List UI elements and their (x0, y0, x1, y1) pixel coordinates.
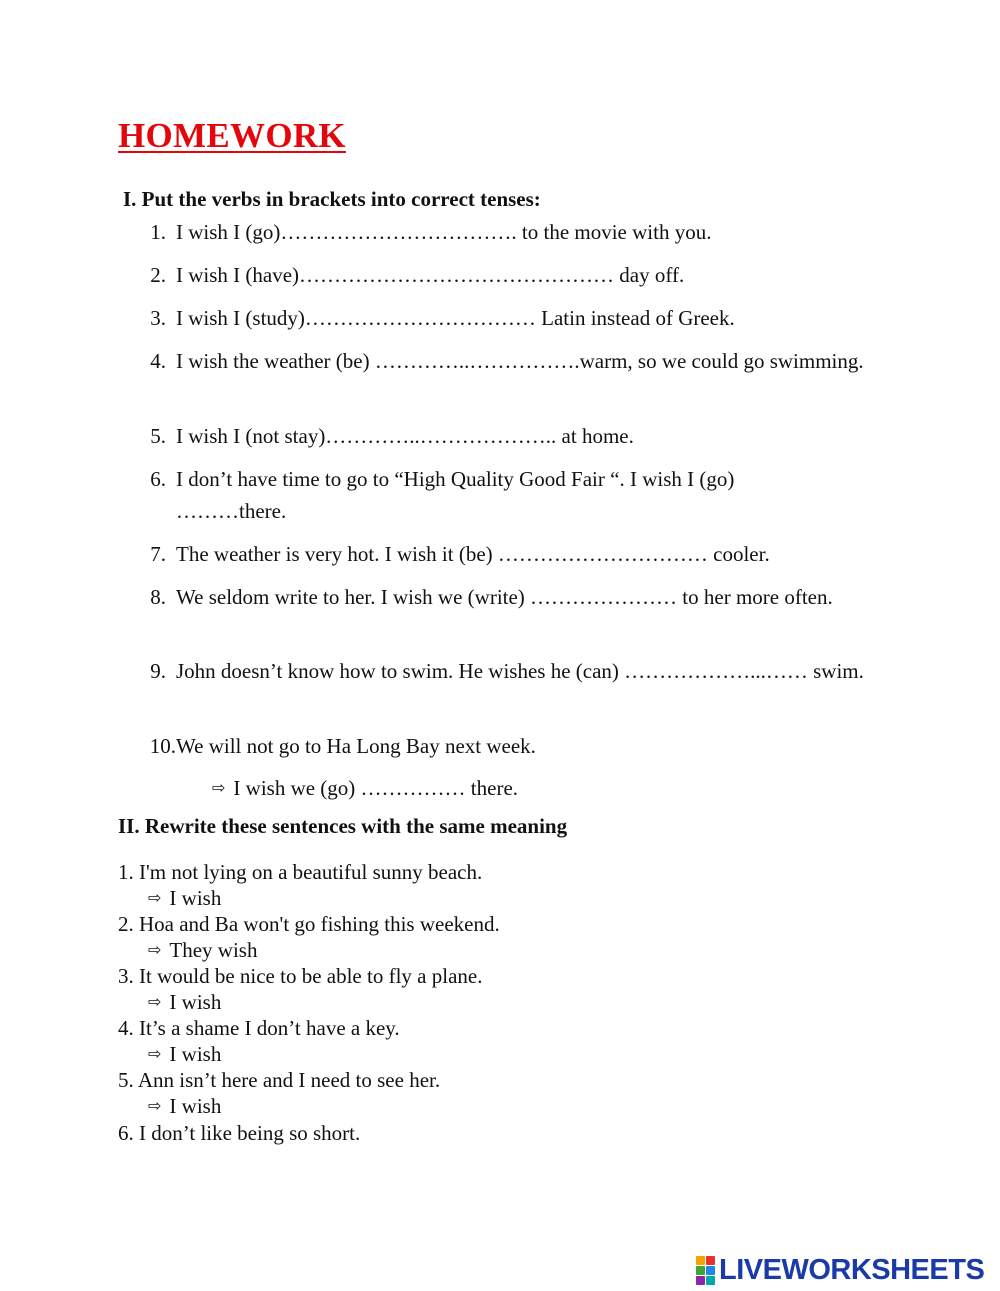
question-number: 5. (150, 424, 166, 448)
arrow-right-icon: ⇨ (148, 992, 162, 1011)
question-number: 3. (150, 306, 166, 330)
question-text: I wish I (go)……………………………. to the movie with you. (176, 220, 712, 244)
rewrite-answer-2[interactable] (148, 938, 257, 963)
question-2 (150, 259, 866, 291)
answer-prefix: I wish (169, 886, 222, 910)
rewrite-answer-5[interactable] (148, 1094, 221, 1119)
question-number: 10. (149, 734, 176, 758)
rewrite-answer-3[interactable] (148, 990, 221, 1015)
question-4 (150, 345, 866, 377)
question-text: I wish I (study)…………………………… Latin instead of Greek. (176, 306, 735, 330)
question-8 (150, 581, 866, 613)
question-number: 2. (150, 263, 166, 287)
question-1 (150, 216, 866, 248)
question-text: I wish I (not stay)…………..……………….. at home. (176, 424, 634, 448)
answer-prefix: They wish (169, 938, 258, 962)
arrow-right-icon: ⇨ (212, 778, 226, 797)
logo-text: LIVEWORKSHEETS (719, 1253, 985, 1286)
question-text: I wish the weather (be) …………..…………….warm, so we could go swimming. (176, 349, 864, 373)
question-7 (150, 538, 866, 570)
question-6 (150, 463, 776, 527)
logo-blocks-icon (696, 1256, 715, 1285)
question-number: 6. (150, 467, 166, 491)
rewrite-sentence-5: 5. Ann isn’t here and I need to see her. (118, 1068, 441, 1092)
question-number: 4. (150, 349, 166, 373)
arrow-right-icon: ⇨ (148, 940, 162, 959)
question-10 (149, 730, 866, 762)
question-10-answer (212, 776, 518, 801)
rewrite-answer-1[interactable] (148, 886, 221, 911)
arrow-right-icon: ⇨ (148, 1096, 162, 1115)
rewrite-sentence-6: 6. I don’t like being so short. (118, 1121, 361, 1145)
answer-text: I wish we (go) …………… there. (233, 776, 519, 800)
answer-prefix: I wish (169, 990, 222, 1014)
rewrite-sentence-2: 2. Hoa and Ba won't go fishing this weekend. (118, 912, 500, 936)
question-text: The weather is very hot. I wish it (be) ………………………… cooler. (176, 542, 770, 566)
question-number: 9. (150, 659, 166, 683)
answer-prefix: I wish (169, 1042, 222, 1066)
arrow-right-icon: ⇨ (148, 1044, 162, 1063)
question-text: We will not go to Ha Long Bay next week. (176, 734, 536, 758)
question-3 (150, 302, 866, 334)
section-2-heading: II. Rewrite these sentences with the same meaning (118, 814, 568, 838)
question-text: We seldom write to her. I wish we (write) ………………… to her more often. (176, 585, 833, 609)
liveworksheets-logo (696, 1253, 985, 1286)
question-number: 7. (150, 542, 166, 566)
section-1-heading: I. Put the verbs in brackets into correct tenses: (123, 187, 541, 211)
rewrite-sentence-1: 1. I'm not lying on a beautiful sunny beach. (118, 860, 483, 884)
question-text: I wish I (have)……………………………………… day off. (176, 263, 685, 287)
question-5 (150, 420, 866, 452)
question-9 (150, 655, 866, 687)
question-number: 1. (150, 220, 166, 244)
question-text: John doesn’t know how to swim. He wishes he (can) ………………...…… swim. (176, 659, 864, 683)
rewrite-sentence-4: 4. It’s a shame I don’t have a key. (118, 1016, 400, 1040)
page-title: HOMEWORK (118, 116, 346, 155)
rewrite-answer-4[interactable] (148, 1042, 221, 1067)
answer-prefix: I wish (169, 1094, 222, 1118)
question-text: I don’t have time to go to “High Quality Good Fair “. I wish I (go) ………there. (176, 467, 735, 523)
arrow-right-icon: ⇨ (148, 888, 162, 907)
rewrite-sentence-3: 3. It would be nice to be able to fly a plane. (118, 964, 483, 988)
question-number: 8. (150, 585, 166, 609)
